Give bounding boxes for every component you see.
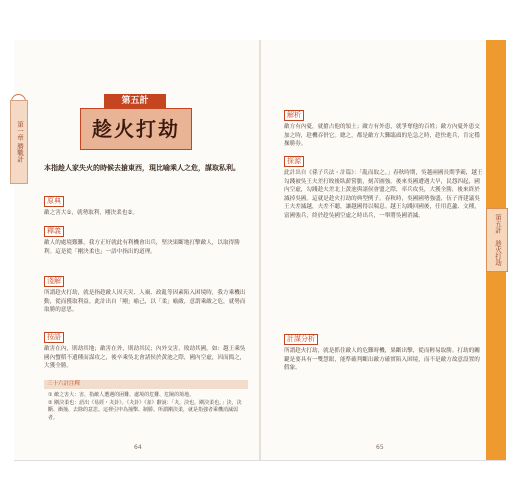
stratagem-number: 第五計	[104, 94, 166, 108]
section-heading: 釋義	[44, 226, 64, 237]
footnotes	[48, 392, 246, 422]
section-body: 敵害在內，則劫其地；敵害在外，則劫其民；內外交害，敗劫其國。如：越王乘吳國內蟹稻不遺種而謀攻之，後卒乘吳北會諸侯於黃池之際，國內空虛，因而搗之，大獲全勝。	[44, 346, 246, 370]
section-heading: 計謀分析	[284, 334, 318, 345]
stratagem-side-tab: 第五計 趁火打劫	[486, 208, 508, 272]
section-body: 此計出自《孫子兵法・計篇》：「亂而取之。」春秋時期，吳越兩國長期爭霸，越王勾踐被吳王夫差打敗後臥薪嘗膽，刻苦圖強。後來吳國遭遇大旱，民怨四起，國內空虛，勾踐趁夫差北上黃池與諸侯會盟之際，率兵攻吳，大獲全勝，後來終於滅掉吳國。這就是趁火打劫的典型例子。春秋時，吳國國勢強盛，伍子胥建議吳王夫差滅越，夫差不聽，讓越國得以喘息。越王勾踐回國後，任用范蠡、文種，富國強兵，終於趁吳國空虛之時出兵，一舉將吳國消滅。	[284, 170, 483, 219]
section-original	[44, 188, 248, 218]
chapter-side-tab: 第一章 勝戰計	[10, 100, 28, 184]
page-number: 65	[376, 444, 384, 451]
footnote-item: ② 剛決柔也：語出《易經・夬卦》。《夬卦》《彖》辭說：「夬，決也，剛決柔也。」決，決斷、衝撞、去除的意思。這裡引申為撞擊、制勝。所謂剛決柔，就是指強者乘機消滅弱者。	[48, 399, 242, 421]
section-body: 所謂趁火打劫，就是指趁敵人因天災、人禍、政亂等因素陷入困境時，我方乘機出動，從而獲取利益。此計出自「剛」喻己，以「柔」喻敵，意謂乘敵之危，就勢而取勝的意思。	[44, 290, 246, 314]
intro-text: 本指趁人家失火的時候去搶東西，現比喻乘人之危，謀取私利。	[44, 164, 240, 172]
section-analysis	[284, 102, 484, 149]
section-body: 所謂趁火打劫，就是抓住敵人的危難時機，果斷出擊，從而輕易取勝。打劫的關鍵是要具有一雙慧眼，能準確判斷出敵方確實陷入困境，而不是敵方故意設置的假象。	[284, 348, 480, 372]
section-body: 敵之害大①，就勢取利，剛決柔也②。	[44, 210, 138, 216]
notes-label: 三十六計注釋	[47, 381, 81, 387]
section-simple-explanation	[44, 268, 248, 315]
section-interpretation	[44, 218, 248, 256]
section-body: 敵方有內憂，就搶占他的領土；敵方有外患，就爭奪他的百姓；敵方內憂外患交加之時，趁機吞併它。總之，都是敵方大難臨頭的危急之時，趁快進兵，肯定穩操勝券。	[284, 124, 480, 148]
section-commentary	[44, 324, 248, 371]
section-body: 敵人的處境艱難，我方正好就此有利機會出兵，堅決果斷地打擊敵人，以取得勝利。這是從「剛決柔也」一語中指出的道理。	[44, 240, 240, 255]
page-title: 趁火打劫	[80, 108, 192, 150]
section-origin	[284, 148, 484, 221]
left-page	[14, 40, 260, 460]
section-heading: 按語	[44, 332, 64, 343]
section-heading: 淺解	[44, 276, 64, 287]
section-heading: 解析	[284, 110, 304, 121]
section-heading: 原典	[44, 196, 64, 207]
section-heading: 探源	[284, 156, 304, 167]
book-spread	[14, 40, 506, 460]
divider	[14, 460, 506, 461]
right-page	[260, 40, 506, 460]
page-number: 64	[134, 444, 142, 451]
footnote-item: ① 敵之害大：害，指敵人遭遇的困難、處境的危難、危險的境地。	[48, 392, 195, 398]
section-strategy-analysis	[284, 326, 484, 373]
